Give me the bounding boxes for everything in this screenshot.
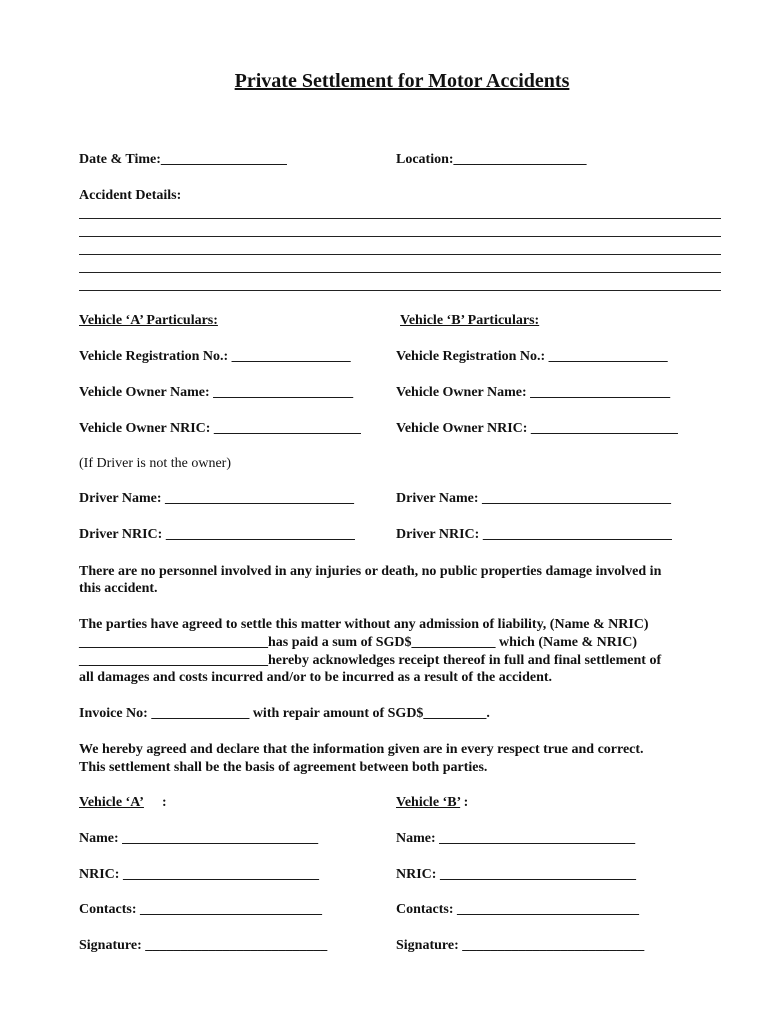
vehicle-b-signature-heading	[396, 794, 468, 812]
driver-note: (If Driver is not the owner)	[79, 456, 232, 471]
declaration-line-2: This settlement shall be the basis of agreement between both parties.	[79, 760, 488, 775]
party-b-name-field[interactable]: Name: ____________________________	[396, 831, 636, 846]
vehicle-b-registration-field[interactable]: Vehicle Registration No.: _________________	[396, 349, 668, 364]
no-injury-statement-line-1: There are no personnel involved in any injuries or death, no public properties damage involved in	[79, 564, 662, 579]
vehicle-b-particulars-heading: Vehicle ‘B’ Particulars:	[400, 313, 540, 328]
declaration-line-1: We hereby agreed and declare that the information given are in every respect true and correct.	[79, 742, 644, 757]
vehicle-a-owner-name-field[interactable]: Vehicle Owner Name: ____________________	[79, 385, 354, 400]
vehicle-a-driver-nric-field[interactable]: Driver NRIC: ___________________________	[79, 527, 355, 542]
date-time-field[interactable]: Date & Time:__________________	[79, 152, 287, 167]
location-field[interactable]: Location:___________________	[396, 152, 587, 167]
settlement-statement-line-4: all damages and costs incurred and/or to be incurred as a result of the accident.	[79, 670, 553, 685]
settlement-statement-line-3[interactable]: ___________________________hereby acknowledges receipt thereof in full and final settlement of	[79, 653, 662, 668]
vehicle-b-owner-nric-field[interactable]: Vehicle Owner NRIC: _____________________	[396, 421, 678, 436]
accident-details-label: Accident Details:	[79, 188, 182, 203]
vehicle-a-driver-name-field[interactable]: Driver Name: ___________________________	[79, 491, 355, 506]
accident-details-line-4[interactable]	[79, 272, 721, 273]
accident-details-line-5[interactable]	[79, 290, 721, 291]
vehicle-a-owner-nric-field[interactable]: Vehicle Owner NRIC: _____________________	[79, 421, 361, 436]
settlement-statement-line-1: The parties have agreed to settle this matter without any admission of liability, (Name & NRIC)	[79, 617, 649, 632]
vehicle-a-particulars-heading: Vehicle ‘A’ Particulars:	[79, 313, 218, 328]
invoice-field[interactable]: Invoice No: ______________ with repair amount of SGD$_________.	[79, 706, 490, 721]
vehicle-a-colon: :	[161, 795, 167, 810]
party-b-nric-field[interactable]: NRIC: ____________________________	[396, 867, 636, 882]
vehicle-b-colon: :	[460, 795, 469, 810]
vehicle-b-owner-name-field[interactable]: Vehicle Owner Name: ____________________	[396, 385, 671, 400]
accident-details-line-1[interactable]	[79, 218, 721, 219]
accident-details-line-2[interactable]	[79, 236, 721, 237]
document-title: Private Settlement for Motor Accidents	[234, 70, 570, 92]
vehicle-b-driver-nric-field[interactable]: Driver NRIC: ___________________________	[396, 527, 672, 542]
vehicle-a-signature-heading	[79, 794, 167, 812]
party-b-contacts-field[interactable]: Contacts: __________________________	[396, 902, 640, 917]
vehicle-b-driver-name-field[interactable]: Driver Name: ___________________________	[396, 491, 672, 506]
settlement-statement-line-2[interactable]: ___________________________has paid a sum of SGD$____________ which (Name & NRIC)	[79, 635, 638, 650]
no-injury-statement-line-2: this accident.	[79, 581, 158, 596]
party-b-signature-field[interactable]: Signature: __________________________	[396, 938, 645, 953]
party-a-signature-field[interactable]: Signature: __________________________	[79, 938, 328, 953]
party-a-nric-field[interactable]: NRIC: ____________________________	[79, 867, 319, 882]
party-a-contacts-field[interactable]: Contacts: __________________________	[79, 902, 323, 917]
accident-details-line-3[interactable]	[79, 254, 721, 255]
vehicle-a-label: Vehicle ‘A’	[79, 795, 144, 810]
vehicle-b-label: Vehicle ‘B’	[396, 795, 461, 810]
party-a-name-field[interactable]: Name: ____________________________	[79, 831, 319, 846]
vehicle-a-registration-field[interactable]: Vehicle Registration No.: _________________	[79, 349, 351, 364]
